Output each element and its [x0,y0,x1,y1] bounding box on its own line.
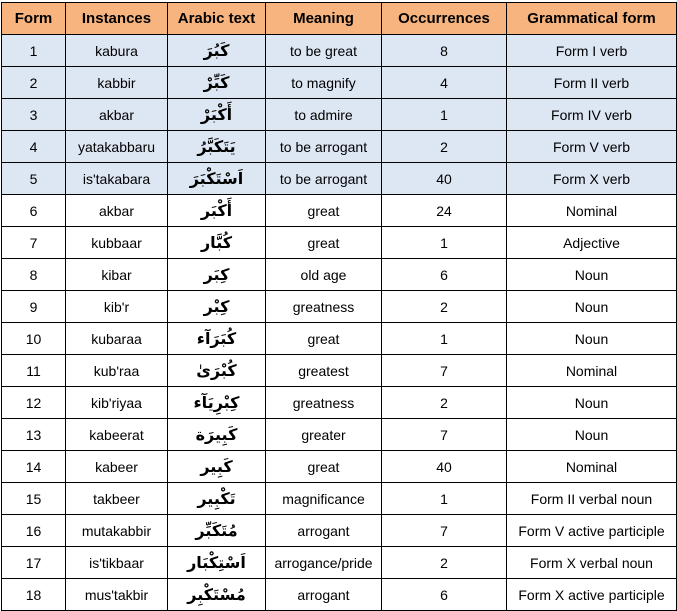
cell-occurrences: 1 [382,323,507,355]
cell-meaning: magnificance [266,483,382,515]
cell-grammatical-form: Noun [507,419,677,451]
table-row [2,451,677,483]
cell-occurrences: 1 [382,483,507,515]
header-instances: Instances [66,3,168,35]
cell-occurrences: 1 [382,99,507,131]
table-row [2,579,677,611]
cell-grammatical-form: Form X verb [507,163,677,195]
table-row [2,387,677,419]
cell-meaning: to be arrogant [266,163,382,195]
cell-instance: kib'r [66,291,168,323]
cell-arabic-text: كِبْر [168,291,266,323]
cell-form: 14 [2,451,66,483]
cell-arabic-text: مُتَكَبِّر [168,515,266,547]
cell-arabic-text: كَبِير [168,451,266,483]
cell-occurrences: 40 [382,163,507,195]
table-row [2,515,677,547]
table-row [2,227,677,259]
cell-meaning: old age [266,259,382,291]
cell-form: 18 [2,579,66,611]
cell-occurrences: 24 [382,195,507,227]
cell-meaning: to be great [266,35,382,67]
cell-grammatical-form: Nominal [507,451,677,483]
cell-grammatical-form: Noun [507,323,677,355]
cell-meaning: greatness [266,291,382,323]
cell-arabic-text: كَبِّرْ [168,67,266,99]
table-row [2,419,677,451]
cell-instance: akbar [66,99,168,131]
header-occurrences: Occurrences [382,3,507,35]
cell-instance: is'tikbaar [66,547,168,579]
table-row [2,483,677,515]
cell-instance: yatakabbaru [66,131,168,163]
cell-grammatical-form: Noun [507,259,677,291]
table-row [2,67,677,99]
cell-meaning: to admire [266,99,382,131]
cell-arabic-text: يَتَكَبَّرُ [168,131,266,163]
cell-occurrences: 2 [382,387,507,419]
header-meaning: Meaning [266,3,382,35]
cell-arabic-text: كُبْرَىٰ [168,355,266,387]
cell-arabic-text: اَسْتِكْبَار [168,547,266,579]
cell-form: 5 [2,163,66,195]
cell-meaning: to be arrogant [266,131,382,163]
cell-grammatical-form: Form V verb [507,131,677,163]
header-grammatical-form: Grammatical form [507,3,677,35]
cell-instance: akbar [66,195,168,227]
cell-grammatical-form: Noun [507,387,677,419]
cell-occurrences: 6 [382,259,507,291]
cell-grammatical-form: Form X verbal noun [507,547,677,579]
cell-form: 10 [2,323,66,355]
cell-instance: is'takabara [66,163,168,195]
cell-instance: kibar [66,259,168,291]
cell-form: 3 [2,99,66,131]
cell-instance: kib'riyaa [66,387,168,419]
cell-occurrences: 7 [382,355,507,387]
cell-occurrences: 7 [382,515,507,547]
cell-instance: kubbaar [66,227,168,259]
cell-grammatical-form: Form IV verb [507,99,677,131]
cell-form: 6 [2,195,66,227]
table-row [2,323,677,355]
cell-arabic-text: تَكْبِير [168,483,266,515]
cell-arabic-text: أَكْبَر [168,195,266,227]
cell-occurrences: 2 [382,131,507,163]
cell-grammatical-form: Form II verbal noun [507,483,677,515]
header-form: Form [2,3,66,35]
cell-occurrences: 4 [382,67,507,99]
cell-arabic-text: كَبُرَ [168,35,266,67]
cell-meaning: greater [266,419,382,451]
cell-arabic-text: كَبِيرَة [168,419,266,451]
table-row [2,291,677,323]
cell-occurrences: 8 [382,35,507,67]
cell-meaning: to magnify [266,67,382,99]
cell-instance: mus'takbir [66,579,168,611]
cell-meaning: great [266,323,382,355]
cell-form: 2 [2,67,66,99]
table-row [2,547,677,579]
cell-occurrences: 6 [382,579,507,611]
cell-occurrences: 2 [382,547,507,579]
cell-meaning: greatest [266,355,382,387]
cell-form: 12 [2,387,66,419]
table-body [2,35,677,611]
cell-meaning: great [266,451,382,483]
word-forms-table [1,2,677,611]
cell-meaning: arrogant [266,579,382,611]
cell-arabic-text: كِبْرِيَآء [168,387,266,419]
cell-instance: kubaraa [66,323,168,355]
cell-instance: kabura [66,35,168,67]
cell-form: 17 [2,547,66,579]
table-row [2,259,677,291]
table-row [2,195,677,227]
cell-grammatical-form: Nominal [507,355,677,387]
cell-occurrences: 40 [382,451,507,483]
cell-occurrences: 2 [382,291,507,323]
cell-grammatical-form: Form X active participle [507,579,677,611]
cell-grammatical-form: Form I verb [507,35,677,67]
cell-instance: mutakabbir [66,515,168,547]
cell-instance: kub'raa [66,355,168,387]
cell-occurrences: 7 [382,419,507,451]
cell-form: 8 [2,259,66,291]
table-row [2,163,677,195]
cell-instance: kabeer [66,451,168,483]
table-row [2,355,677,387]
cell-arabic-text: كُبَرَآء [168,323,266,355]
cell-form: 4 [2,131,66,163]
cell-arabic-text: اَسْتَكْبَرَ [168,163,266,195]
cell-grammatical-form: Form II verb [507,67,677,99]
cell-grammatical-form: Adjective [507,227,677,259]
cell-meaning: great [266,227,382,259]
header-row [2,3,677,35]
cell-meaning: greatness [266,387,382,419]
cell-arabic-text: كِبَر [168,259,266,291]
cell-occurrences: 1 [382,227,507,259]
cell-meaning: great [266,195,382,227]
table-row [2,99,677,131]
cell-grammatical-form: Nominal [507,195,677,227]
cell-instance: kabbir [66,67,168,99]
cell-form: 16 [2,515,66,547]
table-row [2,131,677,163]
cell-form: 1 [2,35,66,67]
cell-form: 15 [2,483,66,515]
cell-form: 13 [2,419,66,451]
cell-grammatical-form: Noun [507,291,677,323]
cell-arabic-text: كُبَّار [168,227,266,259]
table-row [2,35,677,67]
cell-instance: takbeer [66,483,168,515]
cell-form: 11 [2,355,66,387]
header-arabic-text: Arabic text [168,3,266,35]
cell-form: 9 [2,291,66,323]
cell-meaning: arrogance/pride [266,547,382,579]
cell-form: 7 [2,227,66,259]
cell-arabic-text: مُسْتَكْبِر [168,579,266,611]
cell-arabic-text: أَكْبَرْ [168,99,266,131]
cell-grammatical-form: Form V active participle [507,515,677,547]
cell-meaning: arrogant [266,515,382,547]
cell-instance: kabeerat [66,419,168,451]
